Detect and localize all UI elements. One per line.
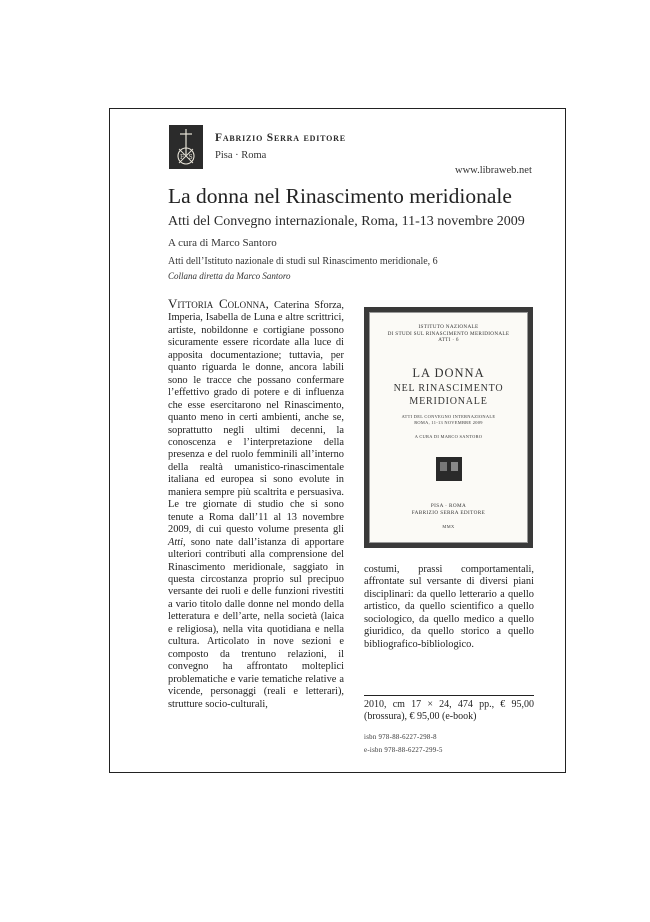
cover-header [370, 324, 527, 344]
book-cover-page [369, 312, 528, 543]
publisher-place: Pisa · Roma [215, 150, 267, 161]
cover-subtitle [370, 414, 527, 426]
description-right-column: costumi, prassi comportamentali, affrontate sul versante di diversi piani disciplinari: da quello letterario a quello artistico, da quello scientifico a quello sociologico, da quello medico a quello giuridico, da quello storico a quello bibliografico-bibliologico. [364, 564, 534, 650]
description-text-left-2: , sono nate dall’istanza di apportare ulteriori contributi alla comprensione del Rinascimento meridionale, saggiato in questa circostanza proprio sul precipuo versante dei ruoli e delle funzioni rivestiti a vario titolo dalle donne nel mondo della letteratura e dell’arte, nella società (laica e religiosa), nella vita quotidiana e nella cultura. Articolato in nove sezioni e composto da trentuno relazioni, il convegno ha affrontato molteplici problematiche e varie tematiche relative a vicende, personaggi (reali e letterari), strutture socio-culturali, [168, 536, 344, 710]
cover-subtitle-line-2: ROMA, 11-13 NOVEMBRE 2009 [414, 419, 483, 425]
book-editor: A cura di Marco Santoro [168, 237, 277, 249]
cover-curator: A CURA DI MARCO SANTORO [414, 433, 483, 439]
svg-text:S: S [188, 154, 193, 161]
details-divider [364, 695, 534, 696]
description-text-left: Caterina Sforza, Imperia, Isabella de Luna e altre scrittrici, artiste, nobildonne e cortigiane possono sicuramente essere ricordate alla luce di apposita documentazione; tuttavia, per quanto riguarda le donne, ancora labili sono le tracce che possano confermare l’effettivo grado di potere e di influenza che esse esercitarono nel Rinascimento, quanto meno in certi ambienti, anche se, soprattutto negli ultimi decenni, la conoscenza e l’interpretazione della presenza e del ruolo femminili all’interno della realtà umanistico-rinascimentale italiana ed europea si sono evolute in maniera sempre più scaltrita e persuasiva. Le tre giornate di studio che si sono tenute a Roma dall’11 al 13 novembre 2009, di cui questo volume presenta gli [168, 300, 344, 536]
book-cover-image [364, 307, 533, 548]
cover-header-line-1: ISTITUTO NAZIONALE [418, 324, 479, 330]
cover-place: PISA · ROMA [430, 502, 467, 509]
cover-title-line-2: NEL RINASCIMENTO [393, 382, 504, 394]
cover-year: MMX [442, 523, 455, 529]
publisher-name: Fabrizio Serra editore [215, 132, 346, 144]
cover-publisher [370, 503, 527, 517]
publisher-website[interactable]: www.libraweb.net [455, 165, 532, 176]
cover-title-line-1: LA DONNA [412, 365, 485, 380]
cover-header-line-3: ATTI · 6 [438, 337, 459, 343]
cover-subtitle-line-1: ATTI DEL CONVEGNO INTERNAZIONALE [401, 413, 496, 419]
cover-illustration [436, 457, 462, 481]
isbn: isbn 978-88-6227-298-8 [364, 734, 437, 741]
description-first-word: Vittoria Colonna, [168, 296, 269, 311]
book-collana: Collana diretta da Marco Santoro [168, 271, 291, 281]
book-series: Atti dell’Istituto nazionale di studi sul Rinascimento meridionale, 6 [168, 256, 438, 267]
cover-publisher-name: FABRIZIO SERRA EDITORE [411, 509, 486, 516]
description-left-column [168, 298, 344, 711]
description-atti-word: Atti [168, 536, 184, 548]
price-details: 2010, cm 17 × 24, 474 pp., € 95,00 (brossura), € 95,00 (e-book) [364, 699, 534, 723]
book-subtitle: Atti del Convegno internazionale, Roma, 11-13 novembre 2009 [168, 214, 525, 229]
cover-header-line-2: DI STUDI SUL RINASCIMENTO MERIDIONALE [387, 330, 510, 337]
e-isbn: e-isbn 978-88-6227-299-5 [364, 747, 443, 754]
svg-text:F: F [180, 154, 185, 161]
cover-title-line-3: MERIDIONALE [409, 395, 488, 407]
book-title: La donna nel Rinascimento meridionale [168, 184, 512, 208]
publisher-logo [169, 125, 203, 169]
